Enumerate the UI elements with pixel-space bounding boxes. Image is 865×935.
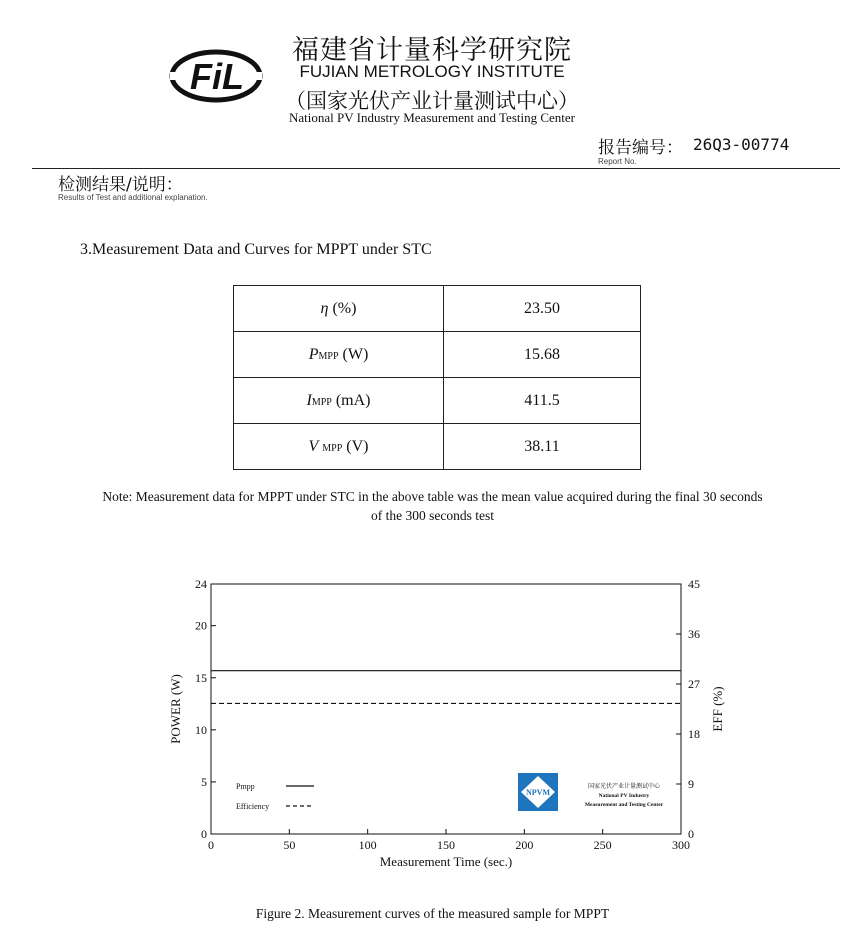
y2-tick-label: 0	[688, 827, 694, 841]
x-tick-label: 250	[593, 838, 612, 852]
report-number: 26Q3-00774	[693, 135, 790, 154]
y2-axis-label: EFF (%)	[710, 686, 725, 732]
table-note: Note: Measurement data for MPPT under STC in the above table was the mean value acquired during the final 30 seconds of the 300 seconds test	[102, 489, 763, 523]
y2-tick-label: 18	[688, 727, 700, 741]
parameter-subscript: MPP	[318, 350, 339, 362]
center-name-en: National PV Industry Measurement and Testing Center	[289, 110, 575, 125]
legend-label: Pmpp	[236, 782, 255, 791]
x-tick-label: 100	[358, 838, 377, 852]
value-cell: 15.68	[444, 332, 641, 378]
parameter-unit: (%)	[332, 299, 357, 317]
value-cell: 411.5	[444, 378, 641, 424]
x-axis-label: Measurement Time (sec.)	[379, 854, 513, 869]
legend-label: Efficiency	[236, 802, 270, 811]
parameter-cell	[234, 332, 444, 378]
y-tick-label: 5	[201, 774, 207, 789]
y-tick-label: 15	[195, 670, 207, 685]
parameter-unit: (V)	[346, 437, 369, 455]
center-name-cn: （国家光伏产业计量测试中心）	[285, 89, 579, 113]
table-row	[234, 424, 641, 470]
mppt-data-table	[233, 285, 641, 470]
table-row	[234, 286, 641, 332]
value-cell: 23.50	[444, 286, 641, 332]
parameter-symbol: η	[320, 299, 329, 317]
y2-tick-label: 45	[688, 577, 700, 591]
y-tick-label: 10	[195, 722, 207, 737]
x-tick-label: 150	[437, 838, 455, 852]
y-tick-label: 0	[201, 827, 207, 841]
parameter-unit: (mA)	[335, 391, 371, 409]
results-subtitle: Results of Test and additional explanation.	[58, 193, 208, 202]
y2-tick-label: 36	[688, 627, 700, 641]
mppt-chart	[150, 568, 740, 878]
figure-caption: Figure 2. Measurement curves of the measured sample for MPPT	[255, 906, 610, 921]
header-divider	[32, 168, 840, 169]
x-tick-label: 0	[208, 838, 214, 852]
npvm-logo-text: NPVM	[526, 788, 550, 797]
parameter-cell	[234, 286, 444, 332]
y-tick-label: 24	[195, 577, 207, 591]
table-row	[234, 378, 641, 424]
parameter-subscript: MPP	[322, 442, 343, 454]
institute-logo	[168, 46, 264, 106]
parameter-cell	[234, 378, 444, 424]
x-tick-label: 300	[672, 838, 690, 852]
x-tick-label: 50	[283, 838, 296, 852]
y2-tick-label: 27	[688, 677, 700, 691]
y-axis-label: POWER (W)	[168, 674, 183, 744]
logo-lettering: FiL	[190, 56, 244, 97]
y2-tick-label: 9	[688, 777, 694, 791]
watermark-line: 国家光伏产业计量测试中心	[587, 784, 661, 790]
section-title: 3.Measurement Data and Curves for MPPT under STC	[80, 241, 432, 258]
report-number-label: 报告编号：	[598, 138, 683, 158]
parameter-cell	[234, 424, 444, 470]
watermark-line: Measurement and Testing Center	[584, 802, 664, 808]
parameter-symbol: I	[306, 391, 312, 409]
parameter-symbol: V	[308, 437, 319, 455]
institute-name-cn: 福建省计量科学研究院	[292, 35, 572, 66]
table-row	[234, 332, 641, 378]
watermark-line: National PV Industry	[598, 793, 650, 799]
institute-name-en: FUJIAN METROLOGY INSTITUTE	[299, 62, 565, 81]
report-number-label-en: Report No.	[598, 157, 637, 166]
parameter-unit: (W)	[342, 345, 369, 363]
x-tick-label: 200	[515, 838, 534, 852]
value-cell: 38.11	[444, 424, 641, 470]
parameter-symbol: P	[308, 345, 319, 363]
results-title: 检测结果/说明：	[58, 175, 183, 195]
parameter-subscript: MPP	[311, 396, 332, 408]
y-tick-label: 20	[195, 618, 207, 633]
